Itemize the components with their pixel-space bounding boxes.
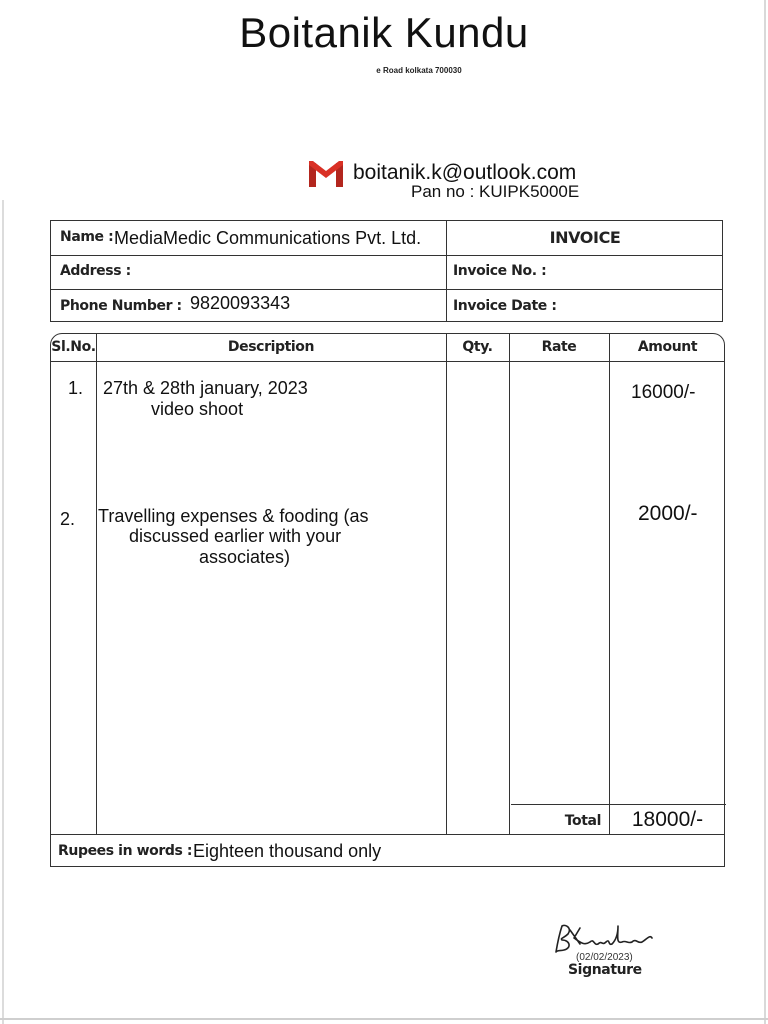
column-divider — [446, 334, 447, 834]
item-1-description-line-1: 27th & 28th january, 2023 — [103, 378, 308, 398]
column-divider — [509, 334, 510, 834]
phone-label: Phone Number : — [60, 298, 182, 314]
column-divider — [609, 334, 610, 834]
total-amount: 18000/- — [631, 808, 704, 831]
document-title: INVOICE — [549, 228, 621, 247]
name-label: Name : — [60, 229, 114, 245]
info-divider — [51, 255, 722, 256]
address-label: Address : — [60, 263, 131, 279]
item-1-sl: 1. — [68, 378, 84, 398]
total-divider — [511, 804, 726, 805]
header-rate: Rate — [541, 339, 577, 355]
gmail-icon — [308, 160, 344, 188]
page-edge-right — [764, 0, 766, 1024]
email-address[interactable]: boitanik.k@outlook.com — [353, 161, 577, 184]
amount-in-words: Eighteen thousand only — [193, 841, 382, 861]
issuer-address: e Road kolkata 700030 — [376, 66, 462, 75]
signature-label: Signature — [568, 962, 642, 978]
header-amount: Amount — [637, 339, 698, 355]
client-info-box — [50, 220, 723, 322]
total-label: Total — [564, 813, 601, 829]
amount-in-words-box — [50, 834, 725, 867]
header-qty: Qty. — [462, 339, 493, 355]
rupees-in-words-label: Rupees in words : — [58, 843, 193, 859]
invoice-date-label: Invoice Date : — [453, 298, 557, 314]
page-edge-left — [2, 200, 4, 1024]
item-2-amount: 2000/- — [638, 502, 698, 525]
issuer-name: Boitanik Kundu — [239, 9, 529, 52]
signature-date: (02/02/2023) — [576, 952, 633, 963]
header-description: Description — [227, 339, 315, 355]
item-2-description-line-1: Travelling expenses & fooding (as — [98, 506, 369, 526]
item-2-description-line-2: discussed earlier with your — [129, 526, 342, 546]
header-sl-no: Sl.No. — [51, 339, 96, 355]
pan-number: Pan no : KUIPK5000E — [411, 182, 580, 201]
item-2-sl: 2. — [60, 509, 76, 529]
item-2-description-line-3: associates) — [199, 547, 291, 567]
client-name: MediaMedic Communications Pvt. Ltd. — [114, 228, 422, 248]
page-edge-bottom — [0, 1018, 768, 1020]
column-divider — [96, 334, 97, 834]
invoice-no-label: Invoice No. : — [453, 263, 547, 279]
item-1-description-line-2: video shoot — [151, 399, 244, 419]
info-divider — [51, 289, 722, 290]
phone-number: 9820093343 — [190, 293, 291, 313]
item-1-amount: 16000/- — [631, 382, 696, 403]
table-header-divider — [51, 361, 724, 362]
